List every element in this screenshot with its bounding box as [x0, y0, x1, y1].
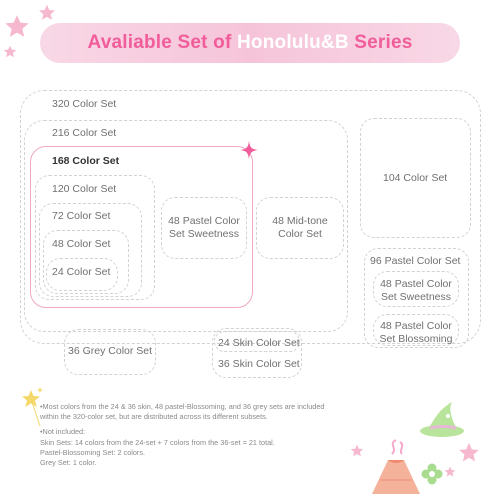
set-24-label: 24 Color Set — [52, 266, 111, 278]
star-icon — [350, 444, 364, 458]
pastel-96-label: 96 Pastel Color Set — [370, 255, 461, 267]
set-72-label: 72 Color Set — [52, 210, 111, 222]
midtone-label: 48 Mid-tone Color Set — [272, 215, 328, 240]
grey-label: 36 Grey Color Set — [68, 345, 153, 357]
set-120-label: 120 Color Set — [52, 183, 117, 195]
set-320-label: 320 Color Set — [52, 98, 117, 110]
star-icon — [3, 45, 17, 59]
set-48-label: 48 Color Set — [52, 238, 111, 250]
set-216-label: 216 Color Set — [52, 127, 117, 139]
pastel-96-sweetness-label: 48 Pastel Color Set Sweetness — [380, 278, 452, 303]
skin-24-label: 24 Skin Color Set — [218, 337, 300, 349]
star-icon — [4, 14, 30, 40]
set-104-label: 104 Color Set — [383, 172, 448, 184]
page-title: Avaliable Set of Honolulu&B Series — [87, 32, 413, 53]
title-banner — [40, 23, 460, 63]
star-icon — [38, 4, 56, 22]
star-icon — [444, 466, 456, 478]
set-168-label: 168 Color Set — [52, 155, 120, 167]
witch-hat-icon — [418, 398, 466, 438]
pastel-96-blossoming-label: 48 Pastel Color Set Blossoming — [379, 320, 453, 345]
pastel-sweetness-label: 48 Pastel Color Set Sweetness — [168, 215, 240, 240]
volcano-icon — [368, 438, 424, 496]
flower-icon — [420, 462, 444, 486]
sparkle-icon — [239, 140, 259, 160]
star-icon — [458, 442, 480, 464]
sparkle-icon — [36, 386, 44, 394]
notes: •Most colors from the 24 & 36 skin, 48 pastel-Blossoming, and 36 grey sets are included within the 320-color set, but are distributed across its different subsets. •Not included: Skin Sets: 14 colors from the 24-set + 7 colors from the 36-set = 21 total. Pastel-Blossoming Set: 2 colors. Grey Set: 1 color. — [40, 402, 325, 468]
skin-36-label: 36 Skin Color Set — [218, 358, 300, 370]
